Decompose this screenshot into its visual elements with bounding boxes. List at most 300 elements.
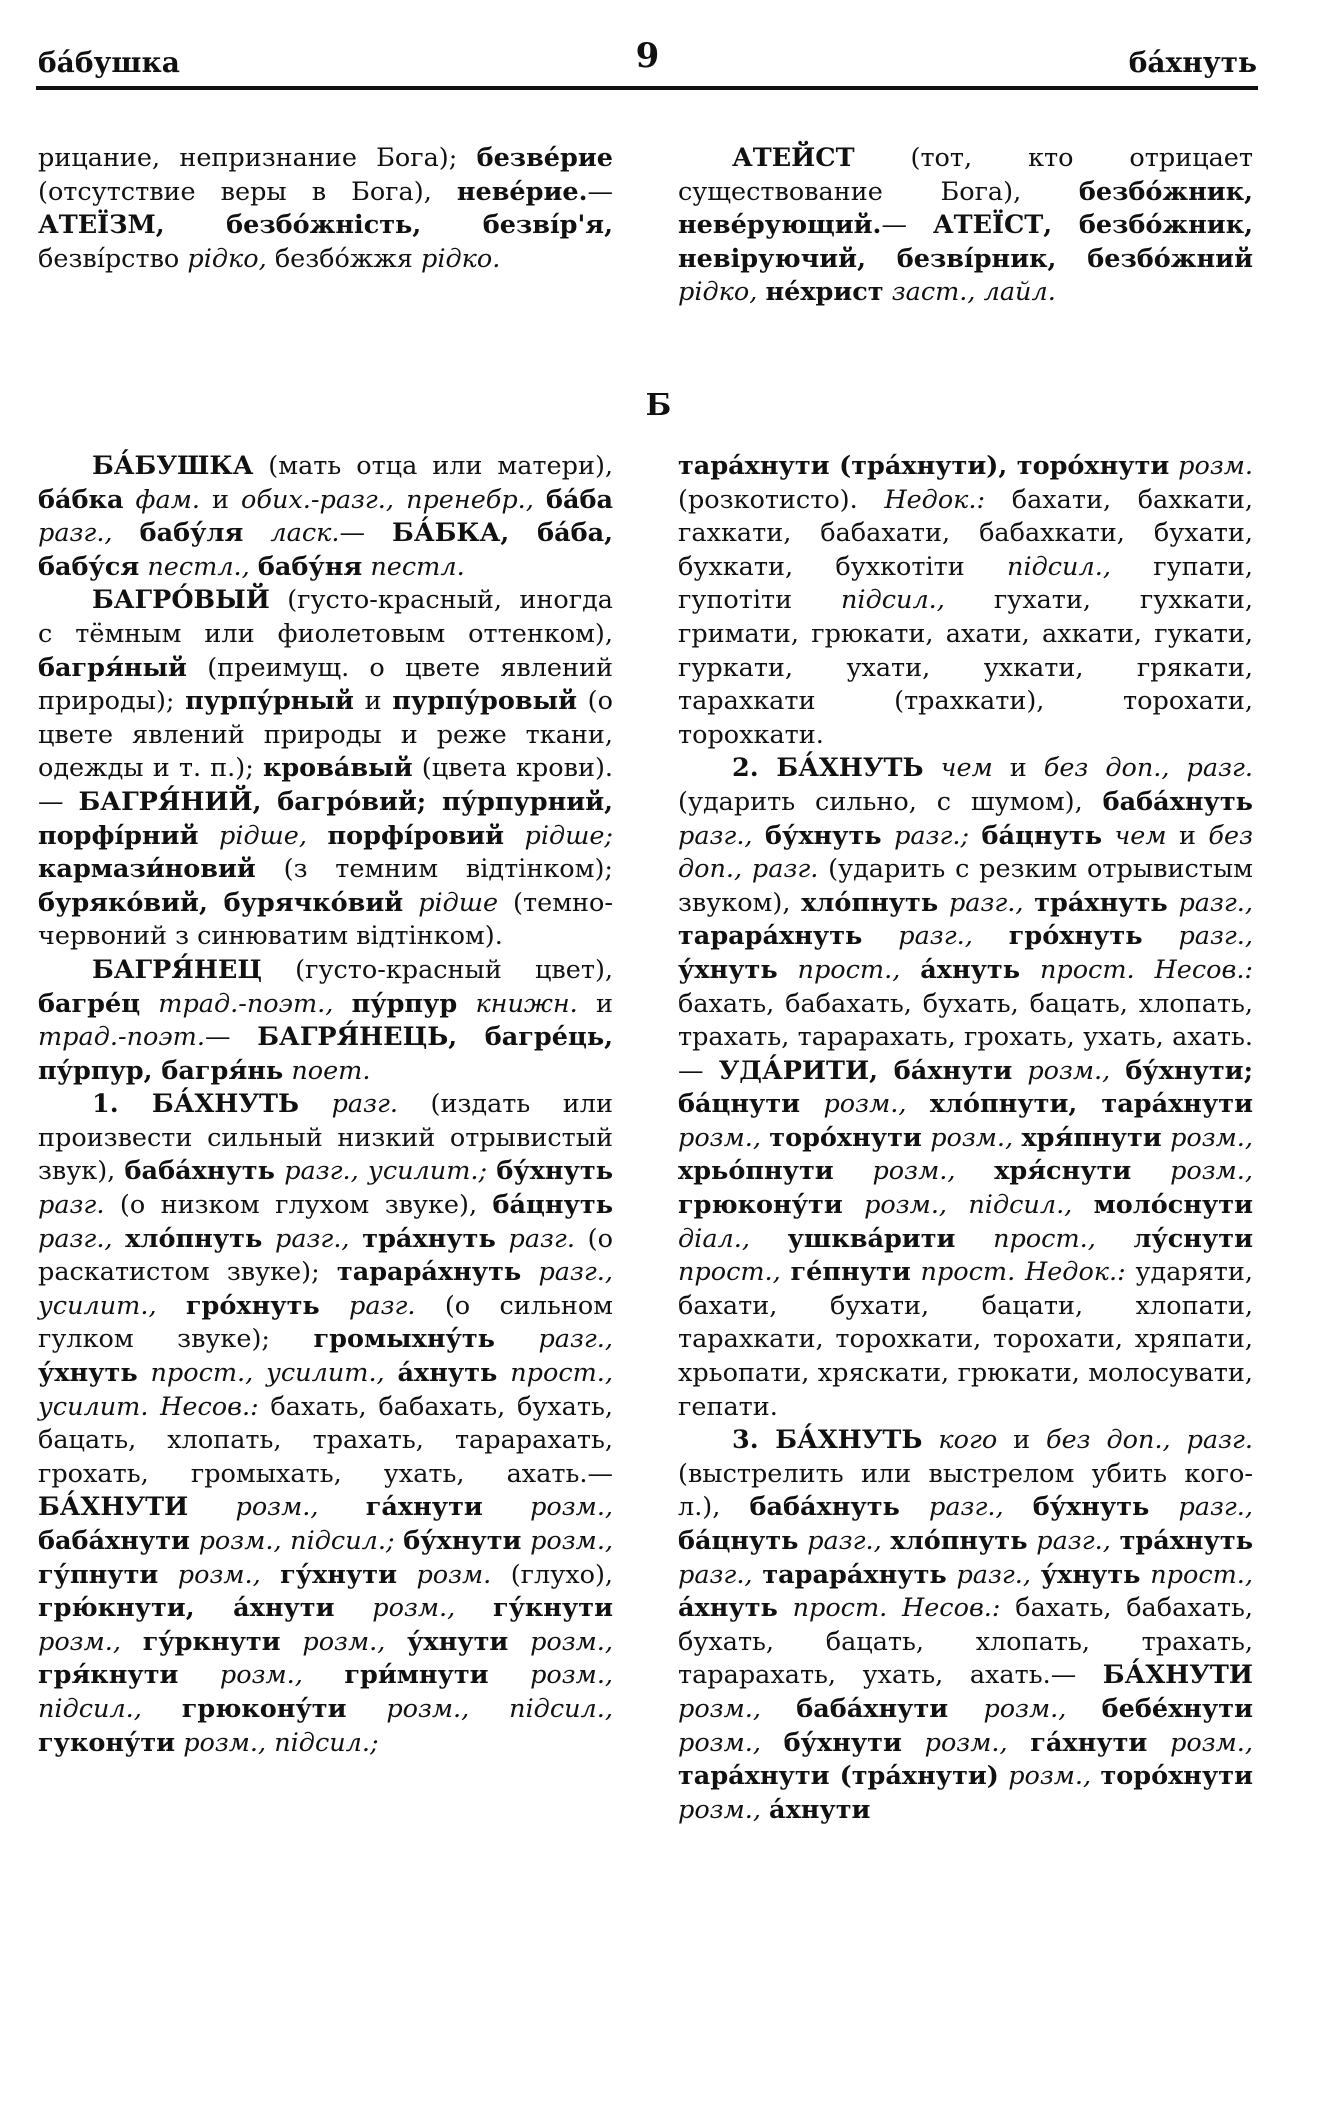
gloss-text xyxy=(457,989,475,1019)
usage-label: прост. Несов.: xyxy=(1039,954,1254,985)
headword: АТЕЇСТ, безбо́жник, невіруючий, безві́рник, безбо́жний xyxy=(678,210,1254,274)
headword: хло́пнуть xyxy=(125,1223,263,1254)
usage-label: розм., xyxy=(530,1526,614,1556)
gloss-text: бахати, бахкати, гахкати, бабахати, бабахкати, бухати, бухкати, бухкотіти xyxy=(678,484,1253,582)
headword: тарара́хнуть xyxy=(762,1559,947,1590)
usage-label: розм., xyxy=(219,1660,303,1691)
headword: БА́БКА, ба́ба, бабу́ся xyxy=(38,518,614,582)
usage-label: розм., підсил.; xyxy=(183,1727,379,1758)
gloss-text: (преимущ. о цвете явлений природы); xyxy=(38,652,613,717)
headword: 2. БА́ХНУТЬ xyxy=(732,753,924,784)
gloss-text: — xyxy=(587,176,613,207)
usage-label: прост., xyxy=(993,1223,1096,1254)
gloss-text xyxy=(262,1224,275,1254)
usage-label: розм., xyxy=(1008,1761,1092,1792)
headword: га́хнути xyxy=(1030,1727,1148,1758)
usage-label: розм., підсил., xyxy=(864,1190,1073,1221)
headword: лу́снути xyxy=(1133,1223,1253,1254)
gloss-text xyxy=(882,821,894,851)
usage-label: трад.-поэт., xyxy=(158,988,334,1019)
usage-label: разг., xyxy=(1178,921,1253,952)
gloss-text xyxy=(1168,888,1179,918)
gloss-text xyxy=(938,888,949,918)
main-left-column xyxy=(38,450,613,1760)
gloss-text xyxy=(1162,1123,1170,1153)
gloss-text xyxy=(884,277,892,307)
page-number: 9 xyxy=(635,36,660,76)
gloss-text xyxy=(397,1560,416,1590)
gloss-text xyxy=(299,1089,332,1119)
gloss-text xyxy=(508,1627,530,1657)
headword: буряко́вий, бурячко́вий xyxy=(38,887,404,918)
gloss-text: (мать отца или матери), xyxy=(253,451,613,481)
gloss-text xyxy=(834,1156,873,1186)
usage-label: прост., xyxy=(797,954,901,985)
dictionary-entry xyxy=(38,450,613,584)
headword: тарара́хнуть xyxy=(678,921,863,952)
gloss-text xyxy=(281,1627,303,1657)
usage-label: розм., xyxy=(38,1626,121,1657)
gloss-text: (розкотисто). xyxy=(678,484,885,515)
gloss-text xyxy=(403,888,418,918)
headword: у́хнути xyxy=(407,1626,509,1657)
usage-label: разг. xyxy=(349,1290,416,1321)
usage-label: розм., xyxy=(872,1156,956,1187)
gloss-text: (густо-красный цвет), xyxy=(262,954,613,985)
gloss-text: (отсутствие веры в Бога), xyxy=(38,176,457,207)
main-right-column xyxy=(678,450,1253,1827)
headword: пурпу́ровый xyxy=(392,686,578,717)
headword: хря́пнути xyxy=(1021,1122,1162,1153)
gloss-text: (густо-красный, иногда с тёмным или фиолетовым оттенком), xyxy=(38,585,613,649)
usage-label: разг., xyxy=(956,1559,1032,1590)
headword: ба́бка xyxy=(38,484,124,515)
gloss-text: и xyxy=(997,1425,1047,1456)
headword: порфі́ровий xyxy=(327,820,505,851)
gloss-text xyxy=(395,1526,404,1556)
gloss-text xyxy=(798,1526,807,1556)
gloss-text xyxy=(1131,1156,1170,1186)
gloss-text xyxy=(973,921,1009,951)
headword: хря́снути xyxy=(994,1156,1132,1187)
gloss-text xyxy=(190,1526,199,1556)
dictionary-entry xyxy=(38,1088,613,1760)
headword: безбо́жник, неве́рующий. xyxy=(678,176,1253,241)
gloss-text xyxy=(487,1156,496,1186)
gloss-text xyxy=(497,1358,510,1388)
gloss-text xyxy=(335,1593,373,1623)
usage-label: фам. xyxy=(135,484,200,515)
usage-label: разг. xyxy=(331,1089,399,1120)
headword: бу́хнути xyxy=(403,1526,522,1556)
gloss-text: гухати, гухкати, гримати, грюкати, ахати, ахкати, гукати, гуркати, ухати, ухкати, грякати, тарахкати (трахкати), торохати, торохкати. xyxy=(678,585,1253,750)
gloss-text xyxy=(843,1190,864,1220)
usage-label: розм., xyxy=(983,1693,1067,1724)
headword: АТЕЇЗМ, безбо́жність, безві́р'я, xyxy=(38,210,613,241)
headword: бабáхнути xyxy=(796,1693,949,1724)
usage-label: чем xyxy=(1114,820,1167,851)
gloss-text xyxy=(1008,1728,1031,1758)
usage-label: разг., xyxy=(538,1324,613,1355)
header-rule xyxy=(36,86,1258,90)
headword: ушква́рити xyxy=(787,1223,956,1254)
usage-label: розм., xyxy=(302,1626,386,1657)
usage-label: рідко. xyxy=(421,243,501,274)
gloss-text xyxy=(948,1694,983,1724)
usage-label: діал., xyxy=(678,1223,750,1254)
dictionary-entry xyxy=(678,752,1253,1424)
gloss-text xyxy=(1023,888,1034,918)
headword: БАГРЯ́НЕЦ xyxy=(92,954,262,985)
headword: 3. БА́ХНУТЬ xyxy=(732,1425,923,1456)
usage-label: рідше; xyxy=(524,820,614,851)
usage-label: Недок.: xyxy=(884,484,986,515)
gloss-text xyxy=(455,1593,493,1623)
headword: гу́пнути xyxy=(38,1559,159,1590)
usage-label: разг., xyxy=(929,1492,1004,1523)
gloss-text: (ударить с резким отрывистым звуком), xyxy=(678,854,1253,918)
header-first-word: ба́бушка xyxy=(38,46,180,79)
usage-label: разг., xyxy=(38,1223,113,1254)
headword: тра́хнуть xyxy=(1119,1526,1254,1556)
headword: пурпу́рный xyxy=(185,686,354,717)
gloss-text: (о цвете явлений природы и реже ткани, одежды и т. п.); xyxy=(38,686,613,784)
gloss-text xyxy=(350,1224,363,1254)
headword: тра́хнуть xyxy=(1034,887,1168,918)
gloss-text xyxy=(761,1694,796,1724)
headword: бабáхнуть xyxy=(1102,786,1253,817)
headword: гро́хнуть xyxy=(1008,921,1143,952)
headword: бу́хнуть xyxy=(1032,1492,1150,1523)
headword: крова́вый xyxy=(262,753,413,784)
gloss-text xyxy=(761,1728,784,1758)
gloss-text: бахать, бабахать, бухать, бацать, хлопать, трахать, тарарахать, грохать, ухать, ахать.— xyxy=(678,988,1253,1086)
usage-label: прост., усилит. Несов.: xyxy=(38,1358,613,1422)
headword: громыхну́ть xyxy=(313,1324,495,1355)
gloss-text: (о раскатистом звуке); xyxy=(38,1223,613,1288)
gloss-text: и xyxy=(199,484,242,515)
top-left-column xyxy=(38,142,613,276)
usage-label: пестл. xyxy=(370,551,465,582)
usage-label: прост., усилит., xyxy=(150,1358,385,1389)
headword: хрьо́пнути xyxy=(678,1156,834,1187)
gloss-text xyxy=(900,955,920,985)
headword: БАГРО́ВЫЙ xyxy=(92,585,270,616)
gloss-text xyxy=(157,1291,186,1321)
gloss-text xyxy=(1072,1190,1093,1220)
headword: ге́пнути xyxy=(790,1257,911,1288)
headword: БА́ХНУТИ xyxy=(1102,1660,1253,1691)
top-right-column xyxy=(678,142,1253,310)
usage-label: заст., лайл. xyxy=(891,277,1056,308)
header-last-word: ба́хнуть xyxy=(1128,46,1257,79)
running-header xyxy=(38,28,1257,78)
gloss-text xyxy=(138,1358,151,1388)
headword: гукону́ти xyxy=(38,1727,176,1758)
headword: 1. БА́ХНУТЬ xyxy=(92,1089,300,1120)
usage-label: розм., xyxy=(930,1122,1014,1153)
usage-label: розм., xyxy=(1170,1122,1253,1153)
gloss-text xyxy=(1031,1560,1041,1590)
headword: торо́хнути xyxy=(769,1122,922,1153)
headword: багря́ный xyxy=(38,652,187,683)
headword: хло́пнути, тара́хнути xyxy=(929,1089,1254,1120)
gloss-text xyxy=(385,1358,398,1388)
gloss-text xyxy=(900,1492,929,1522)
gloss-text xyxy=(261,1560,280,1590)
gloss-text xyxy=(1111,1526,1120,1556)
usage-label: рідко, xyxy=(678,277,758,308)
gloss-text xyxy=(778,1593,793,1623)
gloss-text xyxy=(140,989,158,1019)
gloss-text xyxy=(1020,955,1040,985)
usage-label: кого xyxy=(938,1425,998,1456)
gloss-text xyxy=(778,955,798,985)
headword: ба́цнуть xyxy=(678,1526,799,1556)
gloss-text: и xyxy=(577,988,614,1019)
gloss-text xyxy=(346,1694,386,1724)
gloss-text xyxy=(1004,1492,1033,1522)
usage-label: разг., xyxy=(1178,1492,1254,1523)
headword: гро́хнуть xyxy=(185,1290,320,1321)
headword: грюкону́ти xyxy=(181,1693,347,1724)
gloss-text xyxy=(1110,1056,1125,1086)
headword: бабáхнуть xyxy=(749,1492,900,1523)
usage-label: разг.; xyxy=(894,820,970,851)
usage-label: рідше xyxy=(418,887,499,918)
gloss-text xyxy=(175,1728,183,1758)
usage-label: книжн. xyxy=(475,988,578,1019)
usage-label: разг. xyxy=(38,1190,105,1221)
gloss-text: гупати, гупотіти xyxy=(678,551,1253,616)
usage-label: підсил., xyxy=(1007,551,1111,582)
usage-label: розм. xyxy=(416,1559,492,1590)
usage-label: розм., підсил.; xyxy=(198,1526,395,1556)
gloss-text: — xyxy=(881,210,933,241)
gloss-text xyxy=(496,1224,509,1254)
gloss-text xyxy=(955,1224,993,1254)
gloss-text xyxy=(947,1560,957,1590)
dictionary-entry xyxy=(38,954,613,1088)
gloss-text xyxy=(882,1526,891,1556)
gloss-text xyxy=(113,1224,126,1254)
gloss-text xyxy=(521,1257,538,1287)
headword: бабу́ня xyxy=(257,551,363,582)
usage-label: розм., xyxy=(1170,1727,1253,1758)
headword: гу́кнути xyxy=(492,1593,614,1624)
gloss-text xyxy=(275,1156,284,1186)
gloss-text xyxy=(1143,921,1179,951)
gloss-text: (выстрелить или выстрелом убить кого-л.), xyxy=(678,1458,1253,1523)
gloss-text: (о сильном гулком звуке); xyxy=(38,1290,614,1355)
dictionary-entry xyxy=(678,450,1253,752)
gloss-text xyxy=(753,821,765,851)
headword: тара́хнути (тра́хнути), торо́хнути xyxy=(678,451,1170,481)
gloss-text xyxy=(1147,1728,1170,1758)
gloss-text xyxy=(495,1324,538,1354)
gloss-text: безві́рство xyxy=(38,243,188,274)
usage-label: розм., xyxy=(235,1492,319,1523)
gloss-text xyxy=(999,1761,1008,1791)
gloss-text xyxy=(178,1660,220,1690)
headword: ба́цнуть xyxy=(981,820,1102,851)
usage-label: розм., xyxy=(678,1122,761,1153)
headword: тарара́хнуть xyxy=(336,1257,522,1288)
gloss-text xyxy=(1066,1694,1101,1724)
gloss-text xyxy=(320,1291,349,1321)
headword: пу́рпур xyxy=(351,988,458,1019)
usage-label: чем xyxy=(940,753,993,784)
gloss-text xyxy=(483,1492,530,1522)
usage-label: рідше, xyxy=(219,820,307,851)
gloss-text: (издать или произвести сильный низкий отрывистый звук), xyxy=(38,1089,613,1187)
headword: тра́хнуть xyxy=(362,1223,496,1254)
usage-label: рідко, xyxy=(187,243,267,274)
headword: не́христ xyxy=(765,277,884,308)
gloss-text xyxy=(761,1795,769,1825)
headword: бу́хнути; ба́цнути xyxy=(678,1055,1254,1120)
gloss-text xyxy=(158,1560,177,1590)
gloss-text xyxy=(385,1627,407,1657)
usage-label: прост., xyxy=(1150,1559,1254,1590)
dictionary-entry xyxy=(678,142,1253,310)
usage-label: розм., підсил., xyxy=(386,1693,613,1724)
headword: у́хнуть xyxy=(678,954,778,985)
gloss-text xyxy=(303,1660,345,1690)
gloss-text xyxy=(800,1089,823,1119)
usage-label: прост. Недок.: xyxy=(920,1257,1126,1288)
usage-label: разг., усилит., xyxy=(38,1257,613,1321)
gloss-text: — xyxy=(204,1022,258,1053)
dictionary-entry xyxy=(38,142,613,276)
usage-label: розм., xyxy=(372,1593,456,1624)
usage-label: разг., xyxy=(807,1526,882,1556)
gloss-text xyxy=(911,1257,921,1287)
gloss-text xyxy=(902,1728,925,1758)
usage-label: поет. xyxy=(291,1055,371,1086)
headword: ба́цнуть xyxy=(492,1190,613,1221)
headword: гу́ркнути xyxy=(142,1626,281,1657)
gloss-text xyxy=(1102,821,1114,851)
headword: у́хнуть xyxy=(1040,1559,1141,1590)
usage-label: підсил., xyxy=(841,585,945,616)
gloss-text xyxy=(142,1694,182,1724)
usage-label: пестл., xyxy=(147,551,250,582)
gloss-text: — xyxy=(339,518,393,549)
headword: грюкону́ти xyxy=(678,1190,843,1221)
headword: АТЕЙСТ xyxy=(732,143,855,173)
headword: бабу́ля xyxy=(139,518,244,549)
gloss-text xyxy=(307,821,327,851)
gloss-text xyxy=(521,1526,530,1556)
headword: бебе́хнути xyxy=(1101,1693,1254,1724)
gloss-text xyxy=(243,518,270,548)
gloss-text: (о низком глухом звуке), xyxy=(104,1190,493,1221)
headword: у́хнуть xyxy=(38,1358,138,1389)
gloss-text xyxy=(1012,1056,1027,1086)
usage-label: без доп., разг. xyxy=(678,820,1253,885)
headword: гу́хнути xyxy=(280,1559,397,1590)
headword: бабáхнути xyxy=(38,1526,190,1556)
usage-label: разг., xyxy=(898,921,973,952)
usage-label: розм., xyxy=(1027,1055,1111,1086)
section-letter: Б xyxy=(645,388,672,423)
headword: багре́ц xyxy=(38,988,141,1019)
gloss-text xyxy=(906,1089,929,1119)
gloss-text xyxy=(123,485,135,515)
gloss-text: (глухо), xyxy=(491,1559,614,1590)
headword: бу́хнуть xyxy=(764,820,882,851)
gloss-text xyxy=(333,989,351,1019)
headword: БАГРЯ́НЕЦЬ, багре́ць, пу́рпур, багря́нь xyxy=(38,1022,614,1086)
headword: хло́пнуть xyxy=(801,887,939,918)
gloss-text: и xyxy=(353,686,393,717)
headword: а́хнуть xyxy=(397,1358,498,1389)
gloss-text: (цвета крови).— xyxy=(38,753,614,817)
gloss-text xyxy=(1140,1560,1150,1590)
gloss-text: безбо́жжя xyxy=(266,243,421,274)
gloss-text xyxy=(113,518,140,548)
usage-label: розм., xyxy=(177,1559,261,1590)
gloss-text: (тот, кто отрицает существование Бога), xyxy=(678,143,1253,207)
usage-label: розм., xyxy=(823,1089,907,1120)
gloss-text xyxy=(188,1492,235,1522)
gloss-text: рицание, непризнание Бога); xyxy=(38,143,477,173)
headword: бу́хнути xyxy=(783,1727,902,1758)
usage-label: разг., xyxy=(678,820,753,851)
gloss-text: (ударить сильно, с шумом), xyxy=(678,786,1103,817)
usage-label: ласк. xyxy=(270,518,340,549)
usage-label: трад.-поэт. xyxy=(38,1022,205,1053)
gloss-text xyxy=(1149,1492,1178,1522)
headword: хло́пнуть xyxy=(890,1526,1028,1556)
headword: а́хнуть xyxy=(920,954,1021,985)
usage-label: прост. Несов.: xyxy=(792,1593,1001,1624)
usage-label: без доп., разг. xyxy=(1046,1425,1253,1456)
gloss-text xyxy=(489,1660,531,1690)
headword: УДА́РИТИ, ба́хнути xyxy=(718,1055,1013,1086)
usage-label: разг., усилит.; xyxy=(284,1156,488,1187)
usage-label: розм., xyxy=(678,1794,761,1825)
gloss-text xyxy=(1096,1224,1134,1254)
dictionary-entry xyxy=(38,584,613,954)
usage-label: розм., xyxy=(924,1727,1008,1758)
gloss-text xyxy=(750,1224,788,1254)
gloss-text xyxy=(955,1156,994,1186)
usage-label: разг., xyxy=(1178,887,1254,918)
usage-label: разг., xyxy=(275,1223,350,1254)
gloss-text xyxy=(781,1257,791,1287)
headword: БА́ХНУТИ xyxy=(38,1492,189,1523)
usage-label: разг., xyxy=(1036,1526,1111,1556)
usage-label: розм., xyxy=(678,1693,761,1724)
headword: а́хнути xyxy=(769,1794,871,1825)
usage-label: розм., підсил., xyxy=(38,1660,614,1724)
usage-label: разг., xyxy=(38,518,113,549)
gloss-text xyxy=(534,485,546,515)
headword: кармази́новий xyxy=(38,854,256,885)
headword: гри́мнути xyxy=(344,1660,489,1691)
gloss-text: (темно-червоний з синюватим відтінком). xyxy=(38,887,613,952)
usage-label: без доп., разг. xyxy=(1043,753,1253,784)
gloss-text xyxy=(922,1425,938,1455)
headword: тара́хнути (тра́хнути) xyxy=(678,1761,999,1792)
gloss-text: и xyxy=(992,753,1044,784)
usage-label: разг. xyxy=(508,1223,575,1254)
headword: БА́БУШКА xyxy=(92,451,254,481)
gloss-text xyxy=(250,552,258,582)
gloss-text xyxy=(121,1627,143,1657)
